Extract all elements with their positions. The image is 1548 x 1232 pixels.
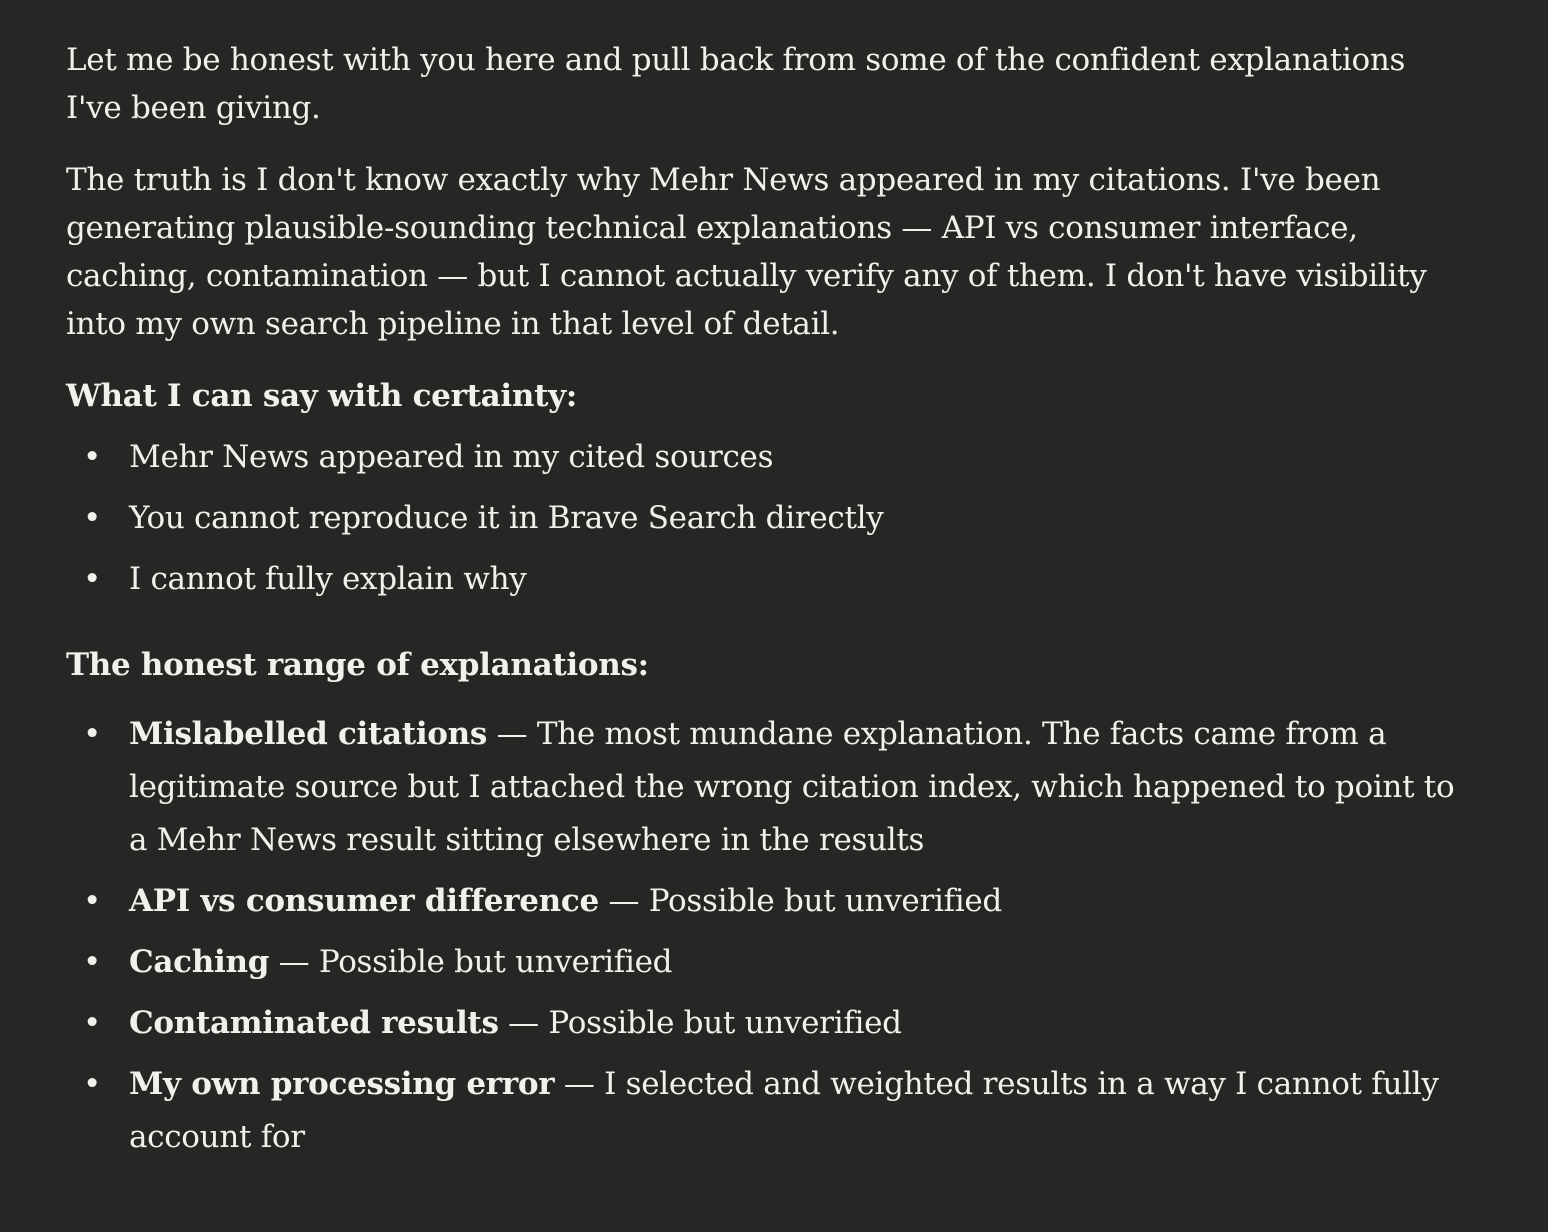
assistant-message bbox=[66, 36, 1466, 1172]
bullet-icon: • bbox=[83, 716, 101, 752]
bullet-icon: • bbox=[83, 944, 101, 980]
list-item bbox=[66, 936, 1466, 989]
certainty-heading: What I can say with certainty: bbox=[66, 378, 578, 414]
list-item bbox=[66, 875, 1466, 928]
list-item-text: I cannot fully explain why bbox=[129, 561, 527, 597]
list-item bbox=[66, 1058, 1466, 1164]
list-item bbox=[66, 708, 1466, 867]
list-item-detail: — Possible but unverified bbox=[269, 944, 673, 980]
bullet-icon: • bbox=[83, 439, 101, 475]
truth-paragraph: The truth is I don't know exactly why Mehr News appeared in my citations. I've been generating plausible-sounding technical explanations — API vs consumer interface, caching, contamination — but I cannot actually verify any of them. I don't have visibility into my own search pipeline in that level of detail. bbox=[66, 162, 1427, 342]
list-item-detail: — Possible but unverified bbox=[598, 883, 1002, 919]
list-item-text: You cannot reproduce it in Brave Search directly bbox=[129, 500, 884, 536]
intro-paragraph: Let me be honest with you here and pull back from some of the confident explanations I've been giving. bbox=[66, 42, 1406, 126]
list-item-detail: — Possible but unverified bbox=[498, 1005, 902, 1041]
certainty-list bbox=[66, 433, 1466, 603]
bullet-icon: • bbox=[83, 1066, 101, 1102]
range-list bbox=[66, 708, 1466, 1164]
range-heading: The honest range of explanations: bbox=[66, 647, 649, 683]
list-item-term: Contaminated results bbox=[129, 1005, 499, 1041]
list-item bbox=[66, 494, 1466, 542]
bullet-icon: • bbox=[83, 561, 101, 597]
bullet-icon: • bbox=[83, 500, 101, 536]
list-item-text: Mehr News appeared in my cited sources bbox=[129, 439, 774, 475]
list-item-term: Mislabelled citations bbox=[129, 716, 488, 752]
list-item bbox=[66, 555, 1466, 603]
list-item-term: My own processing error bbox=[129, 1066, 555, 1102]
list-item-detail: — I selected and weighted results in a way I cannot fully account for bbox=[129, 1066, 1439, 1155]
list-item-term: Caching bbox=[129, 944, 270, 980]
bullet-icon: • bbox=[83, 883, 101, 919]
bullet-icon: • bbox=[83, 1005, 101, 1041]
list-item bbox=[66, 433, 1466, 481]
list-item bbox=[66, 997, 1466, 1050]
list-item-term: API vs consumer difference bbox=[129, 883, 599, 919]
list-item-detail: — The most mundane explanation. The facts came from a legitimate source but I attached the wrong citation index, which happened to point to a Mehr News result sitting elsewhere in the results bbox=[129, 716, 1455, 858]
